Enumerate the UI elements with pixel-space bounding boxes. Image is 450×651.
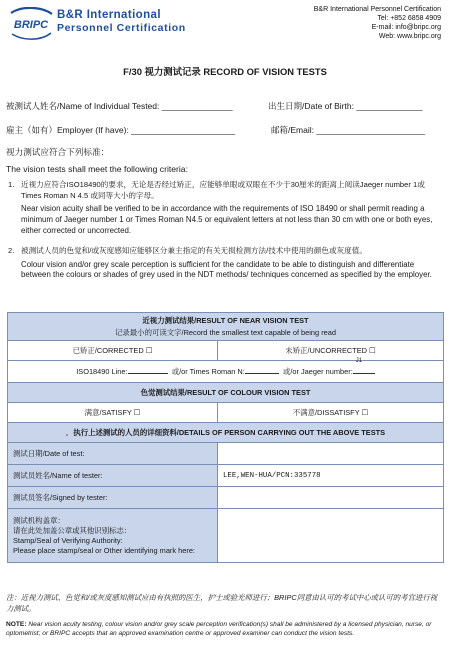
tester-signature-value[interactable]: [218, 487, 444, 509]
form-title: F/30 视力测试记录 RECORD OF VISION TESTS: [123, 66, 327, 77]
org-name: B&R International Personnel Certification: [313, 6, 441, 13]
near-vision-subtitle: 记录最小的可读文字/Record the smallest text capable of being read: [115, 328, 336, 337]
phone-number: Tel: +852 6858 4909: [377, 15, 441, 22]
letterhead: [0, 0, 450, 46]
tester-details-header: ．执行上述测试的人员的详细资料/DETAILS OF PERSON CARRYING OUT THE ABOVE TESTS: [8, 423, 444, 443]
criterion-number: 2.: [8, 246, 15, 255]
stamp-label: [8, 509, 218, 563]
note-text: Near vision acuity testing, colour vision and/or grey scale perception verification(s) shall be administered by a licensed physician, nurse, or optometrist; or BRIPC accepts that an approved examination centre or approved examiner can conduct the vision tests.: [6, 621, 432, 637]
uncorrected-checkbox[interactable]: 未矫正/UNCORRECTED ☐: [218, 341, 444, 361]
criterion-text-zh: 被测试人员的色觉和/或灰度感知应能够区分兼主指定的有关无损检测方法/技术中使用的颜色或灰度值。: [21, 246, 367, 255]
brand-subtitle: Personnel Certification: [57, 22, 186, 34]
email-address: E-mail: info@bripc.org: [371, 24, 441, 31]
jaeger-field[interactable]: [353, 358, 375, 374]
criterion-text-en: Near vision acuity shall be verified to be in accordance with the requirements of ISO 18490 or shall permit reading a minimum of Jaeger number 1 or Times Roman N4.5 or equivalent letters at not less than 30 cm with one or both eyes, either corrected or uncorrected.: [21, 204, 433, 235]
tester-signature-label: 测试员签名/Signed by tester:: [8, 487, 218, 509]
near-vision-title: 近视力测试结果/RESULT OF NEAR VISION TEST: [142, 316, 309, 325]
dissatisfy-checkbox[interactable]: 不满意/DISSATISFY ☐: [218, 403, 444, 423]
bripc-logo: [7, 7, 55, 41]
criterion-text-zh: 近视力应符合ISO18490的要求，无论是否经过矫正，应能够单眼或双眼在不少于30厘米的距离上阅读Jaeger number 1或Times Roman N 4.5 或同等大小的字母。: [21, 180, 425, 200]
employer-field[interactable]: 雇主（如有）Employer (If have): ______________________: [6, 125, 236, 135]
criteria-heading-zh: 视力测试应符合下列标准：: [6, 147, 110, 157]
stamp-label-en2: Please place stamp/seal or Other identifying mark here:: [13, 545, 195, 555]
contact-block: [314, 5, 441, 41]
near-vision-lines: [8, 358, 444, 383]
colour-vision-header: 色觉测试结果/RESULT OF COLOUR VISION TEST: [8, 383, 444, 403]
name-field[interactable]: 被测试人姓名/Name of Individual Tested: _______________: [6, 101, 233, 111]
stamp-label-zh2: 请在此处加盖公章或其他识别标志：: [13, 525, 132, 535]
criterion-1: [8, 180, 441, 236]
criteria-heading-en: The vision tests shall meet the following criteria:: [6, 164, 188, 174]
svg-text:BRIPC: BRIPC: [13, 19, 49, 31]
criterion-number: 1.: [8, 180, 15, 189]
criterion-text-en: Colour vision and/or grey scale perception is sufficient for the candidate to be able to distinguish and differentiate between the colours or shades of grey used in the NDT methods/ techniques concerned as specified by the employer.: [21, 259, 432, 280]
criterion-2: [8, 246, 441, 281]
jaeger-value: J1: [355, 358, 363, 364]
vision-results-table: [7, 312, 444, 563]
tester-name-value[interactable]: LEE,WEN-HUA/PCN:335778: [218, 465, 444, 487]
stamp-label-zh1: 测试机构盖章：: [13, 515, 65, 525]
tester-name-label: 测试员姓名/Name of tester:: [8, 465, 218, 487]
times-roman-field[interactable]: [245, 366, 279, 374]
corrected-checkbox[interactable]: 已矫正/CORRECTED ☐: [8, 341, 218, 361]
satisfy-checkbox[interactable]: 满意/SATISFY ☐: [8, 403, 218, 423]
test-date-value[interactable]: [218, 443, 444, 465]
test-date-label: 测试日期/Date of test:: [8, 443, 218, 465]
near-vision-header: [8, 313, 444, 341]
dob-field[interactable]: 出生日期/Date of Birth: ______________: [268, 101, 423, 111]
brand-name: B&R International: [57, 9, 161, 21]
stamp-area[interactable]: [218, 509, 444, 563]
jaeger-label: 或/or Jaeger number:: [282, 367, 353, 376]
website: Web: www.bripc.org: [378, 33, 441, 40]
note-en: [6, 620, 444, 638]
note-zh: 注：近视力测试、色觉和/或灰度感知测试应由有执照的医生，护士或验光师进行；BRIPC同意由认可的考试中心或认可的考官进行视力测试。: [6, 593, 438, 613]
iso-line-label: ISO18490 Line:: [76, 367, 128, 376]
note-label: NOTE:: [6, 621, 27, 628]
times-roman-label: 或/or Times Roman N:: [171, 367, 245, 376]
email-field[interactable]: 邮箱/Email: _______________________: [271, 125, 426, 135]
iso-line-field[interactable]: [128, 366, 168, 374]
stamp-label-en1: Stamp/Seal of Verifying Authority:: [13, 535, 123, 545]
